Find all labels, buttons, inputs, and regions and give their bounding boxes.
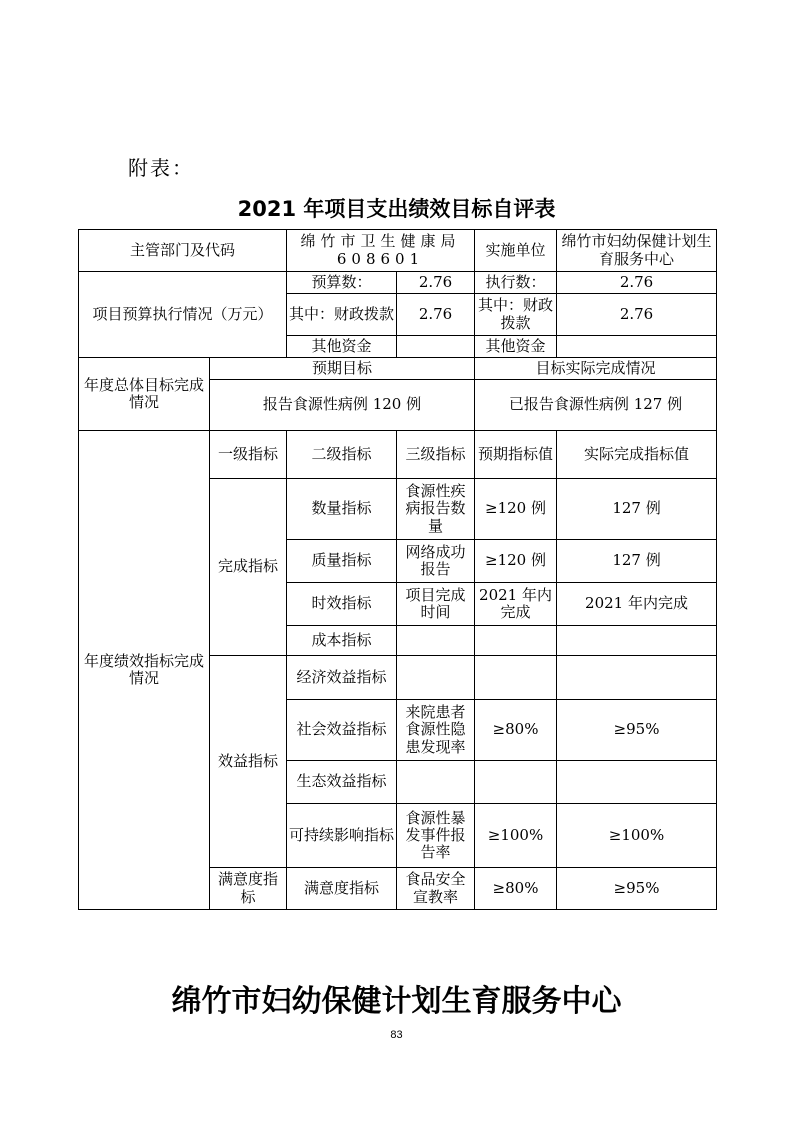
level2-cell: 满意度指标 (287, 868, 397, 910)
level3-cell: 网络成功报告 (397, 540, 475, 583)
exec-amount-value: 2.76 (557, 272, 717, 294)
actual-cell (557, 626, 717, 656)
fiscal-budget-label: 其中：财政拨款 (287, 294, 397, 336)
level2-cell: 生态效益指标 (287, 761, 397, 804)
header-level3: 三级指标 (397, 431, 475, 479)
expected-cell: ≥120 例 (475, 540, 557, 583)
actual-cell: ≥95% (557, 868, 717, 910)
budget-amount-value: 2.76 (397, 272, 475, 294)
goal-label: 年度总体目标完成情况 (79, 358, 210, 431)
level3-cell: 食源性疾病报告数量 (397, 479, 475, 540)
expected-cell: ≥80% (475, 868, 557, 910)
benefit-indicator-label: 效益指标 (210, 656, 287, 868)
actual-goal-value: 已报告食源性病例 127 例 (475, 380, 717, 431)
other-budget-value (397, 336, 475, 358)
level2-cell: 时效指标 (287, 583, 397, 626)
level3-cell (397, 626, 475, 656)
actual-cell: 127 例 (557, 540, 717, 583)
expected-cell: 2021 年内完成 (475, 583, 557, 626)
impl-value: 绵竹市妇幼保健计划生育服务中心 (557, 230, 717, 272)
appendix-label: 附表： (128, 156, 194, 180)
exec-amount-label: 执行数： (475, 272, 557, 294)
level3-cell (397, 656, 475, 700)
budget-amount-label: 预算数： (287, 272, 397, 294)
level2-cell: 成本指标 (287, 626, 397, 656)
header-level2: 二级指标 (287, 431, 397, 479)
fiscal-exec-value: 2.76 (557, 294, 717, 336)
level2-cell: 社会效益指标 (287, 700, 397, 761)
expected-cell (475, 626, 557, 656)
header-expected: 预期指标值 (475, 431, 557, 479)
expected-cell: ≥100% (475, 804, 557, 868)
level2-cell: 经济效益指标 (287, 656, 397, 700)
satisfaction-indicator-label: 满意度指标 (210, 868, 287, 910)
performance-table (78, 229, 717, 910)
fiscal-exec-label: 其中：财政拨款 (475, 294, 557, 336)
expected-cell: ≥120 例 (475, 479, 557, 540)
footer-organization: 绵竹市妇幼保健计划生育服务中心 (171, 984, 622, 1019)
other-exec-label: 其他资金 (475, 336, 557, 358)
header-level1: 一级指标 (210, 431, 287, 479)
level2-cell: 数量指标 (287, 479, 397, 540)
level2-cell: 质量指标 (287, 540, 397, 583)
actual-cell: 2021 年内完成 (557, 583, 717, 626)
fiscal-budget-value: 2.76 (397, 294, 475, 336)
budget-label: 项目预算执行情况（万元） (79, 272, 287, 358)
actual-cell (557, 761, 717, 804)
expected-cell (475, 761, 557, 804)
indicator-section-label: 年度绩效指标完成情况 (79, 431, 210, 910)
expected-goal-value: 报告食源性病例 120 例 (210, 380, 475, 431)
actual-cell (557, 656, 717, 700)
level3-cell: 项目完成时间 (397, 583, 475, 626)
expected-cell (475, 656, 557, 700)
actual-cell: ≥100% (557, 804, 717, 868)
expected-goal-header: 预期目标 (210, 358, 475, 380)
impl-label: 实施单位 (475, 230, 557, 272)
level3-cell: 食品安全宣教率 (397, 868, 475, 910)
other-exec-value (557, 336, 717, 358)
table-title: 2021 年项目支出绩效目标自评表 (237, 197, 556, 221)
org-label: 主管部门及代码 (79, 230, 287, 272)
org-value: 绵竹市卫生健康局 608601 (287, 230, 475, 272)
actual-cell: ≥95% (557, 700, 717, 761)
level3-cell: 来院患者食源性隐患发现率 (397, 700, 475, 761)
completion-indicator-label: 完成指标 (210, 479, 287, 656)
level2-cell: 可持续影响指标 (287, 804, 397, 868)
actual-goal-header: 目标实际完成情况 (475, 358, 717, 380)
page-number: 83 (390, 1029, 403, 1041)
actual-cell: 127 例 (557, 479, 717, 540)
other-budget-label: 其他资金 (287, 336, 397, 358)
level3-cell: 食源性暴发事件报告率 (397, 804, 475, 868)
header-actual: 实际完成指标值 (557, 431, 717, 479)
level3-cell (397, 761, 475, 804)
expected-cell: ≥80% (475, 700, 557, 761)
